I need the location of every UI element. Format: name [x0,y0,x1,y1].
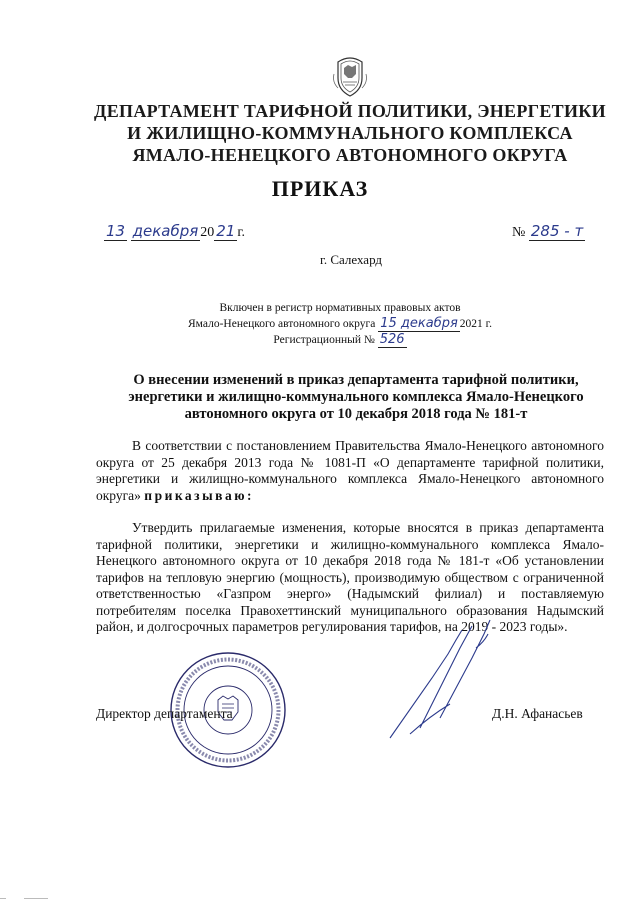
registration-stamp [170,300,510,348]
number-value: 285 - т [530,222,584,240]
date-day: 13 [106,222,126,240]
coat-of-arms-emblem [330,54,370,98]
number-prefix: № [512,225,526,240]
paragraph-order [96,520,604,636]
date-year-suffix: 21 [216,222,236,240]
department-line-2: И ЖИЛИЩНО-КОММУНАЛЬНОГО КОМПЛЕКСА [127,123,573,143]
paragraph-basis-text: В соответствии с постановлением Правительства Ямало-Ненецкого автономного округа от 25 декабря 2013 года № 1081-П «О департаменте тарифной политики, энергетики и жилищно-коммунального комплекса Ямало-Ненецкого автономного округа» [96,438,604,503]
signatory-position: Директор департамента [96,706,233,721]
registration-date: 15 декабря [380,316,458,331]
registration-line-1: Включен в регистр нормативных правовых актов [219,302,461,314]
department-name [90,100,610,166]
date-year-prefix: 20 [200,225,215,240]
registration-line-2: Ямало-Ненецкого автономного округа 15 декабря 2021 г. [188,316,492,331]
document-number [512,222,585,241]
document-date [104,222,245,241]
registration-number: 526 [379,332,405,347]
signatory-name: Д.Н. Афанасьев [492,706,583,721]
handwritten-signature [380,608,520,748]
department-line-1: ДЕПАРТАМЕНТ ТАРИФНОЙ ПОЛИТИКИ, ЭНЕРГЕТИКИ [94,101,606,121]
date-end: г. [237,225,246,240]
paragraph-basis [96,438,604,504]
paragraph-order-text: Утвердить прилагаемые изменения, которые вносятся в приказ департамента тарифной политики, энергетики и жилищно-коммунального комплекса Ямало-Ненецкого автономного округа от 10 декабря 2018 года № 181-т «Об установлении тарифов на тепловую энергию (мощность), производимую обществом с ограниченной ответственностью «Газпром энерго» (Надымский филиал) и поставляемую потребителям поселка Правохеттинский муниципального образования Надымский район, и долгосрочных параметров регулирования тарифов, на 2019 - 2023 годы». [96,520,604,634]
department-line-3: ЯМАЛО-НЕНЕЦКОГО АВТОНОМНОГО ОКРУГА [132,145,568,165]
page-bottom-rule [0,898,640,899]
document-type: ПРИКАЗ [271,176,369,201]
order-keyword: приказываю: [144,487,255,503]
city: г. Салехард [319,252,383,267]
date-month: декабря [132,222,199,240]
registration-line-3: Регистрационный № 526 [273,332,405,347]
document-title: О внесении изменений в приказ департамента тарифной политики, энергетики и жилищно-коммунального комплекса Ямало-Ненецкого автономного округа от 10 декабря 2018 года № 181-т [128,372,584,422]
